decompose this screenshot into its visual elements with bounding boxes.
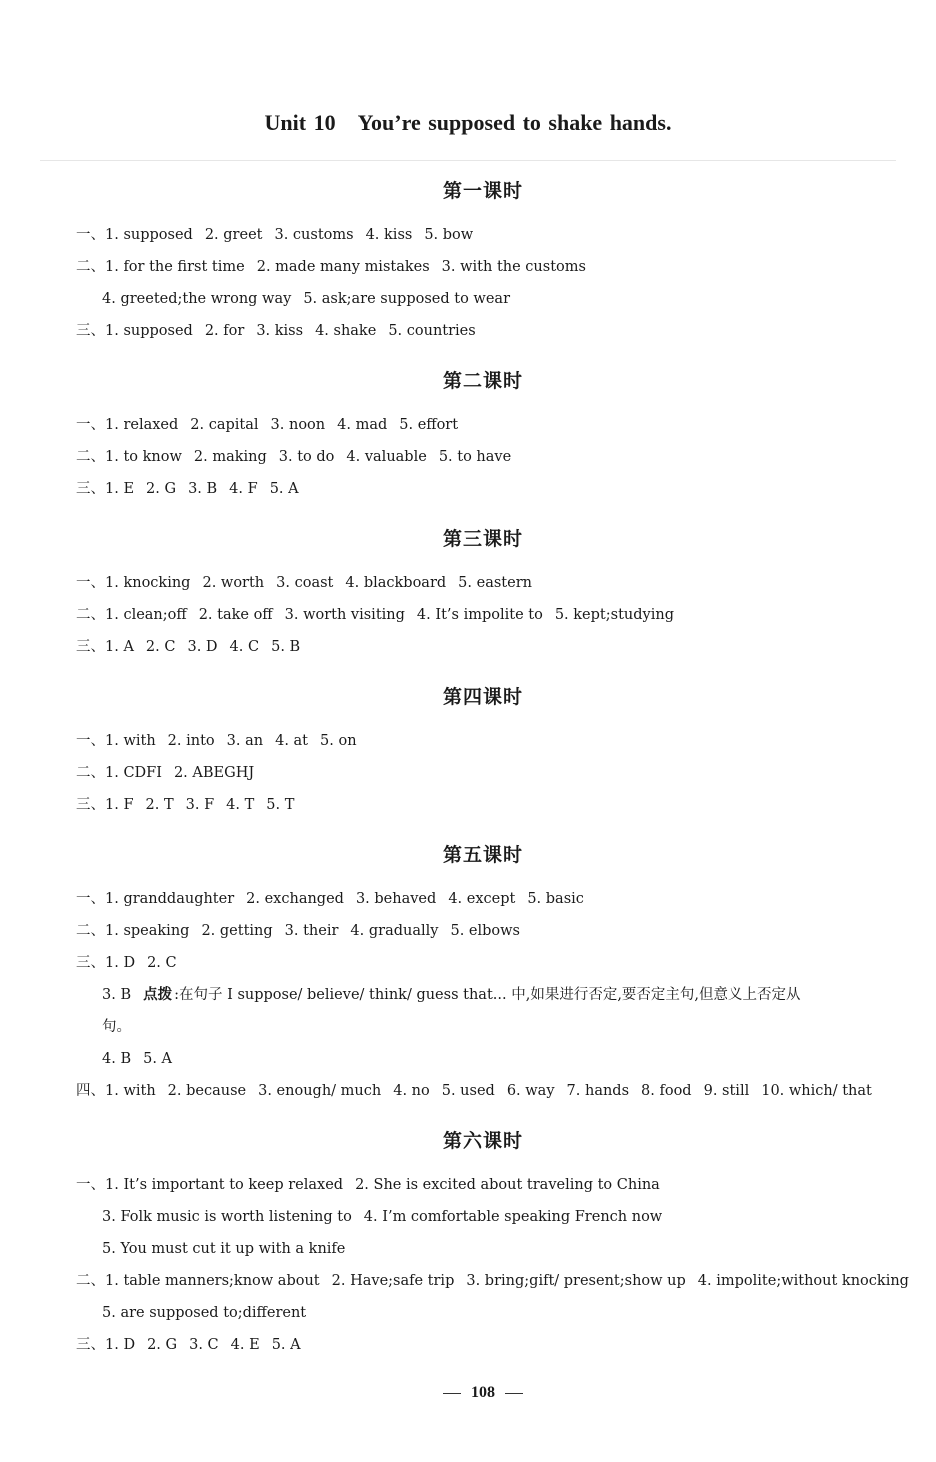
answer-item: 2. worth — [202, 575, 265, 591]
answer-item: 3. noon — [270, 417, 326, 433]
answer-item: 4. C — [229, 639, 260, 655]
answer-line — [76, 450, 523, 465]
answer-item: 3. coast — [276, 575, 334, 591]
section-label: 二、 — [76, 607, 105, 623]
title-divider — [40, 160, 896, 161]
answer-item: 7. hands — [566, 1083, 630, 1099]
answer-item: 5. A — [269, 481, 299, 497]
answer-item: 1. CDFI — [105, 765, 162, 781]
answer-line — [102, 292, 522, 307]
answer-item: 4. B — [102, 1051, 132, 1067]
answer-line — [102, 1242, 357, 1257]
lesson-heading: 第三课时 — [442, 528, 523, 550]
answer-item: 2. because — [167, 1083, 247, 1099]
answer-item: 4. kiss — [365, 227, 413, 243]
answer-item: 1. to know — [105, 449, 182, 465]
answer-item: 5. are supposed to;different — [102, 1305, 307, 1321]
answer-item: 4. no — [393, 1083, 430, 1099]
answer-line — [76, 734, 369, 749]
answer-item: 3. F — [185, 797, 215, 813]
answer-item: 3. bring;gift/ present;show up — [466, 1273, 686, 1289]
answer-line — [76, 608, 686, 623]
lesson-heading: 第四课时 — [442, 686, 523, 708]
answer-item: 2. greet — [204, 227, 263, 243]
answer-item: 2. getting — [201, 923, 273, 939]
unit-number: Unit 10 — [264, 110, 336, 135]
answer-item: 5. You must cut it up with a knife — [102, 1241, 346, 1257]
answer-item: 4. F — [229, 481, 258, 497]
section-label: 三、 — [76, 323, 105, 339]
answer-item: 4. I’m comfortable speaking French now — [363, 1209, 663, 1225]
unit-title — [0, 110, 936, 136]
answer-item: 3. worth visiting — [284, 607, 405, 623]
answer-item: 5. to have — [438, 449, 512, 465]
answer-item: 6. way — [506, 1083, 555, 1099]
answer-line — [76, 418, 470, 433]
section-label: 四、 — [76, 1083, 105, 1099]
section-label: 三、 — [76, 481, 105, 497]
section-label: 二、 — [76, 259, 105, 275]
answer-item: 2. C — [145, 639, 176, 655]
answer-item: 2. making — [193, 449, 267, 465]
section-label: 一、 — [76, 227, 105, 243]
lesson-heading: 第一课时 — [442, 180, 523, 202]
answer-item: 3. an — [226, 733, 264, 749]
lesson-heading: 第二课时 — [442, 370, 523, 392]
section-label: 二、 — [76, 449, 105, 465]
answer-line — [102, 1210, 674, 1225]
section-label: 一、 — [76, 1177, 105, 1193]
answer-item: 1. speaking — [105, 923, 190, 939]
answer-item: 1. supposed — [105, 227, 193, 243]
answer-item: 4. blackboard — [345, 575, 447, 591]
answer-line — [76, 924, 532, 939]
answer-item: 5. B — [271, 639, 301, 655]
answer-line — [76, 1338, 313, 1353]
answer-item: 4. It’s impolite to — [416, 607, 543, 623]
section-label: 一、 — [76, 417, 105, 433]
answer-line — [76, 1084, 884, 1099]
section-label: 二、 — [76, 923, 105, 939]
answer-item: 5. used — [441, 1083, 495, 1099]
answer-item: 2. for — [204, 323, 245, 339]
tip-text: :在句子 I suppose/ believe/ think/ guess that... 中,如果进行否定,要否定主句,但意义上否定从 — [174, 987, 801, 1003]
answer-item: 2. take off — [198, 607, 273, 623]
answer-line — [102, 1306, 318, 1321]
answer-item: 4. at — [275, 733, 309, 749]
answer-line — [76, 260, 598, 275]
answer-item: 2. capital — [190, 417, 259, 433]
answer-item: 3. D — [187, 639, 218, 655]
answer-item: 1. table manners;know about — [105, 1273, 320, 1289]
answer-item: 5. A — [271, 1337, 301, 1353]
answer-item: 1. knocking — [105, 575, 191, 591]
answer-item: 3. their — [284, 923, 339, 939]
answer-line — [102, 1020, 143, 1035]
answer-item: 5. kept;studying — [554, 607, 674, 623]
answer-item: 2. T — [145, 797, 174, 813]
answer-item: 2. made many mistakes — [256, 259, 430, 275]
answer-line — [76, 324, 488, 339]
section-label: 三、 — [76, 1337, 105, 1353]
answer-line — [76, 1178, 672, 1193]
answer-item: 3. C — [189, 1337, 219, 1353]
section-label: 三、 — [76, 797, 105, 813]
answer-line — [76, 956, 189, 971]
answer-item: 4. mad — [337, 417, 388, 433]
lesson-heading: 第五课时 — [442, 844, 523, 866]
answer-item: 1. E — [105, 481, 135, 497]
answer-item: 1. It’s important to keep relaxed — [105, 1177, 344, 1193]
answer-item: 句。 — [102, 1019, 131, 1035]
answer-item: 1. relaxed — [105, 417, 179, 433]
answer-item: 3. with the customs — [441, 259, 586, 275]
answer-item: 5. effort — [399, 417, 459, 433]
section-label: 三、 — [76, 639, 105, 655]
unit-title-text: You’re supposed to shake hands. — [357, 110, 672, 135]
answer-item: 1. F — [105, 797, 134, 813]
answer-item: 4. greeted;the wrong way — [102, 291, 292, 307]
answer-item: 2. She is excited about traveling to China — [355, 1177, 660, 1193]
answer-item: 1. with — [105, 1083, 156, 1099]
answer-item: 1. for the first time — [105, 259, 245, 275]
answer-item: 2. Have;safe trip — [331, 1273, 455, 1289]
section-label: 一、 — [76, 891, 105, 907]
answer-item: 4. E — [230, 1337, 260, 1353]
answer-item: 5. T — [266, 797, 295, 813]
answer-item: 4. gradually — [350, 923, 439, 939]
footer-dash-right — [505, 1393, 523, 1394]
answer-line — [76, 1274, 921, 1289]
answer-item: 2. C — [147, 955, 177, 971]
section-label: 一、 — [76, 733, 105, 749]
answer-item: 3. customs — [274, 227, 354, 243]
answer-item: 4. T — [226, 797, 255, 813]
answer-item: 3. kiss — [256, 323, 304, 339]
answer-line — [76, 482, 311, 497]
answer-item: 2. into — [167, 733, 215, 749]
answer-line — [76, 228, 485, 243]
answer-item: 10. which/ that — [761, 1083, 872, 1099]
answer-line — [76, 576, 544, 591]
answer-item: 2. ABEGHJ — [173, 765, 255, 781]
answer-item: 5. eastern — [458, 575, 532, 591]
answer-item: 1. A — [105, 639, 134, 655]
answer-item: 3. B — [188, 481, 218, 497]
answer-line — [76, 892, 596, 907]
page-number: 108 — [471, 1384, 495, 1401]
answer-item: 1. D — [105, 955, 136, 971]
answer-item: 4. valuable — [346, 449, 427, 465]
answer-item: 4. except — [448, 891, 516, 907]
answer-item: 5. countries — [388, 323, 476, 339]
answer-line — [76, 640, 312, 655]
answer-item: 1. with — [105, 733, 156, 749]
answer-item: 5. on — [320, 733, 357, 749]
answer-item: 5. basic — [527, 891, 584, 907]
answer-line — [102, 1052, 184, 1067]
answer-item: 1. clean;off — [105, 607, 187, 623]
section-label: 二、 — [76, 765, 105, 781]
answer-item: 1. D — [105, 1337, 136, 1353]
answer-item: 8. food — [641, 1083, 692, 1099]
answer-item: 5. A — [143, 1051, 173, 1067]
answer-item: 3. Folk music is worth listening to — [102, 1209, 352, 1225]
section-label: 三、 — [76, 955, 105, 971]
answer-item: 4. impolite;without knocking — [697, 1273, 909, 1289]
answer-item: 4. shake — [315, 323, 377, 339]
answer-line — [76, 798, 306, 813]
answer-item: 9. still — [703, 1083, 750, 1099]
answer-line — [102, 988, 801, 1003]
answer-item: 3. enough/ much — [258, 1083, 382, 1099]
answer-item: 2. G — [146, 481, 177, 497]
answer-item: 5. ask;are supposed to wear — [303, 291, 511, 307]
page-footer — [0, 1384, 936, 1402]
section-label: 一、 — [76, 575, 105, 591]
answer-item: 2. exchanged — [246, 891, 344, 907]
answer-item: 3. B — [102, 987, 132, 1003]
lesson-heading: 第六课时 — [442, 1130, 523, 1152]
answer-item: 1. supposed — [105, 323, 193, 339]
section-label: 二、 — [76, 1273, 105, 1289]
answer-line — [76, 766, 266, 781]
tip-label: 点拨 — [143, 986, 173, 1003]
answer-item: 3. behaved — [355, 891, 437, 907]
answer-item: 5. elbows — [450, 923, 520, 939]
footer-dash-left — [443, 1393, 461, 1394]
answer-item: 2. G — [147, 1337, 178, 1353]
answer-item: 5. bow — [424, 227, 474, 243]
answer-item: 3. to do — [278, 449, 335, 465]
answer-item: 1. granddaughter — [105, 891, 235, 907]
